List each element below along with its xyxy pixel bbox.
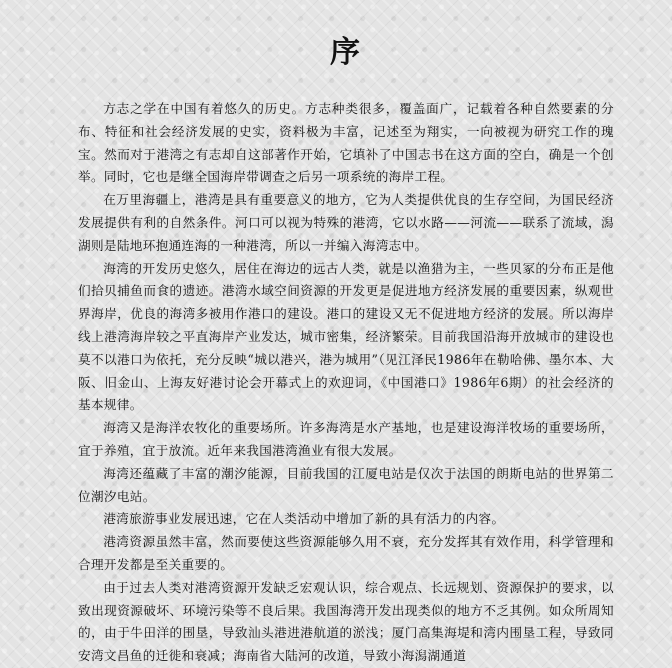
paragraph: 港湾资源虽然丰富，然而要使这些资源能够久用不衰，充分发挥其有效作用，科学管理和合理开发都是至关重要的。 <box>78 534 614 572</box>
paragraph: 港湾旅游事业发展迅速，它在人类活动中增加了新的具有活力的内容。 <box>103 511 505 527</box>
paragraph: 方志之学在中国有着悠久的历史。方志种类很多，覆盖面广，记载着各种自然要素的分布、特征和社会经济发展的史实，资料极为丰富，记述至为翔实，一向被视为研究工作的瑰宝。然而对于港湾之有志却自这部著作开始，它填补了中国志书在这方面的空白，确是一个创举。同时，它也是继全国海岸带调查之后另一项系统的海岸工程。 <box>78 101 614 185</box>
paragraph: 在万里海疆上，港湾是具有重要意义的地方，它为人类提供优良的生存空间，为国民经济发展提供有利的自然条件。河口可以视为特殊的港湾，它以水路——河流——联系了流域，潟湖则是陆地环抱通连海的一种港湾，所以一并编入海湾志中。 <box>78 192 614 253</box>
page-title: 序 <box>330 35 362 70</box>
paragraph: 海湾还蕴藏了丰富的潮汐能源，目前我国的江厦电站是仅次于法国的朗斯电站的世界第二位潮汐电站。 <box>78 465 614 504</box>
paragraph: 海湾的开发历史悠久，居住在海边的远古人类，就是以渔猎为主，一些贝冢的分布正是他们拾贝捕鱼而食的遗迹。港湾水域空间资源的开发更是促进地方经济发展的重要因素，纵观世界海岸，优良的海湾多被用作港口的建设。港口的建设又无不促进地方经济的发展。所以海岸线上港湾海岸较之平直海岸产业发达，城市密集，经济繁荣。目前我国沿海开放城市的建设也莫不以港口为依托，充分反映“城以港兴，港为城用”（见江泽民1986年在勒哈佛、墨尔本、大阪、旧金山、上海友好港讨论会开幕式上的欢迎词，《中国港口》1986年6期）的社会经济的基本规律。 <box>78 260 614 413</box>
paragraph: 由于过去人类对港湾资源开发缺乏宏观认识，综合观点、长远规划、资源保护的要求，以致出现资源破坏、环境污染等不良后果。我国海湾开发出现类似的地方不乏其例。如众所周知的，由于牛田洋的围垦，导致汕头港进港航道的淤浅；厦门高集海堤和湾内围垦工程，导致同安湾文昌鱼的迁徙和衰减；海南省大陆河的改道，导致小海潟湖通道 <box>78 579 614 664</box>
paragraph: 海湾又是海洋农牧化的重要场所。许多海湾是水产基地，也是建设海洋牧场的重要场所，宜于养殖，宜于放流。近年来我国港湾渔业有很大发展。 <box>78 420 614 458</box>
